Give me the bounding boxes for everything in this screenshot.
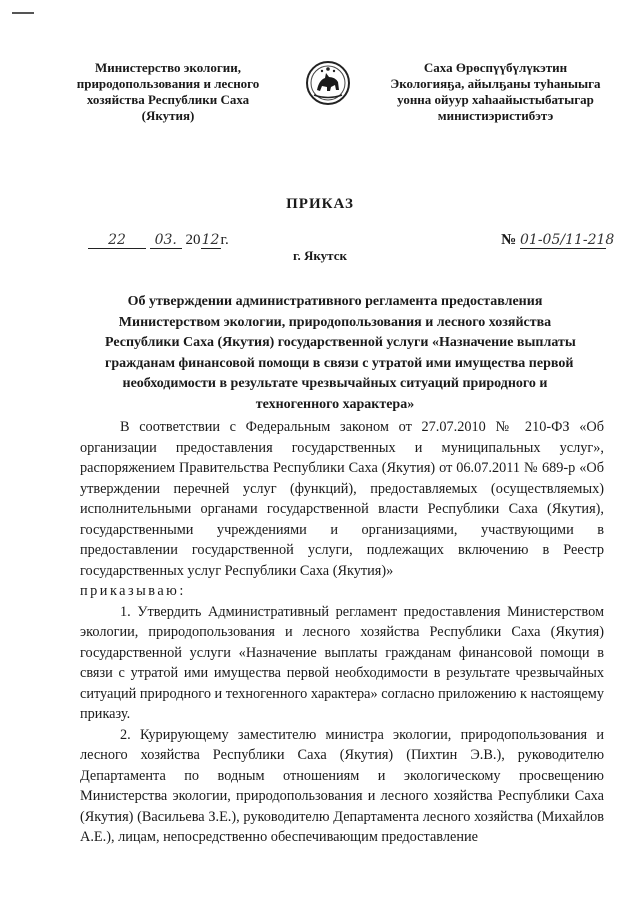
ministry-name-yakut <box>383 60 608 124</box>
ministry-name-russian <box>58 60 278 124</box>
ministry-line: (Якутия) <box>141 108 195 123</box>
order-number <box>501 232 615 249</box>
subject-line: Республики Саха (Якутия) государственной услуги «Назначение выплаты <box>105 335 576 350</box>
preamble <box>80 417 604 581</box>
coat-of-arms-icon <box>305 60 351 106</box>
date-month: 03. <box>150 232 182 249</box>
number-value: 01-05/11-218 <box>520 232 615 248</box>
ministry-line: Министерство экологии, <box>95 60 241 75</box>
order-item-1: 1. Утвердить Административный регламент предоставления Министерством экологии, природопользования и лесного хозяйства Республики Саха (Якутия) государственной услуги «Назначение выплаты гражданам финансовой помощи в связи с утратой ими имущества первой необходимости в результате чрезвычайных ситуаций природного и техногенного характера» согласно приложению к настоящему приказу. <box>80 603 604 722</box>
city: г. Якутск <box>293 248 347 263</box>
ministry-line: природопользования и лесного <box>76 76 260 91</box>
subject-line: техногенного характера» <box>255 396 415 412</box>
subject-line: необходимости в результате чрезвычайных ситуаций природного и <box>122 376 548 391</box>
preamble-text: В соответствии с Федеральным законом от 27.07.2010 № 210-ФЗ «Об организации предоставления государственных и муниципальных услуг», распоряжением Правительства Республики Саха (Якутия) от 06.07.2011 № 689-р «Об утверждении перечней услуг (функций), предоставляемых (осуществляемых) исполнительными органами государственной власти Республики Саха (Якутия), государственными учреждениями и организациями, участвующими в предоставлении государственной услуги, подлежащих включению в Реестр государственных услуг Республики Саха (Якутия)» <box>80 419 604 579</box>
order-body <box>80 417 604 848</box>
ministry-line: Саха Өрөспүүбүлүкэтин <box>423 60 568 75</box>
order-word <box>80 581 604 602</box>
scan-mark <box>12 12 34 14</box>
date-year-suffix: 12 <box>201 232 220 248</box>
subject-line: Министерством экологии, природопользования и лесного хозяйства <box>118 314 552 330</box>
letterhead <box>0 60 640 130</box>
order-date <box>88 232 229 249</box>
number-prefix: № <box>501 232 517 248</box>
date-year-unit: г. <box>220 232 229 248</box>
order-items <box>80 602 604 848</box>
ministry-line: Экологияҕа, айылҕаны туһаныыга <box>390 76 601 91</box>
date-year-prefix: 20 <box>185 232 201 248</box>
order-word-text: приказываю: <box>80 583 186 599</box>
document-title: ПРИКАЗ <box>286 196 354 212</box>
subject-line: гражданам финансовой помощи в связи с утратой ими имущества первой <box>105 355 574 371</box>
order-item-2: 2. Курирующему заместителю министра экологии, природопользования и лесного хозяйства Республики Саха (Якутия) (Пихтин Э.В.), руководителю Департамента по водным отношениям и экологическому просвещению Министерства экологии, природопользования и лесного хозяйства Республики Саха (Якутия) (Васильева З.Е.), руководителю Департамента лесного хозяйства (Михайлов А.Е.), лицам, непосредственно обеспечивающим предоставление <box>80 726 604 845</box>
ministry-line: министиэристибэтэ <box>437 108 554 123</box>
ministry-line: уонна ойуур хаhаайыстыбатыгар <box>397 92 594 107</box>
date-day: 22 <box>88 232 146 249</box>
order-subject <box>105 292 576 415</box>
subject-line: Об утверждении административного регламента предоставления <box>127 294 543 309</box>
ministry-line: хозяйства Республики Саха <box>86 92 250 107</box>
